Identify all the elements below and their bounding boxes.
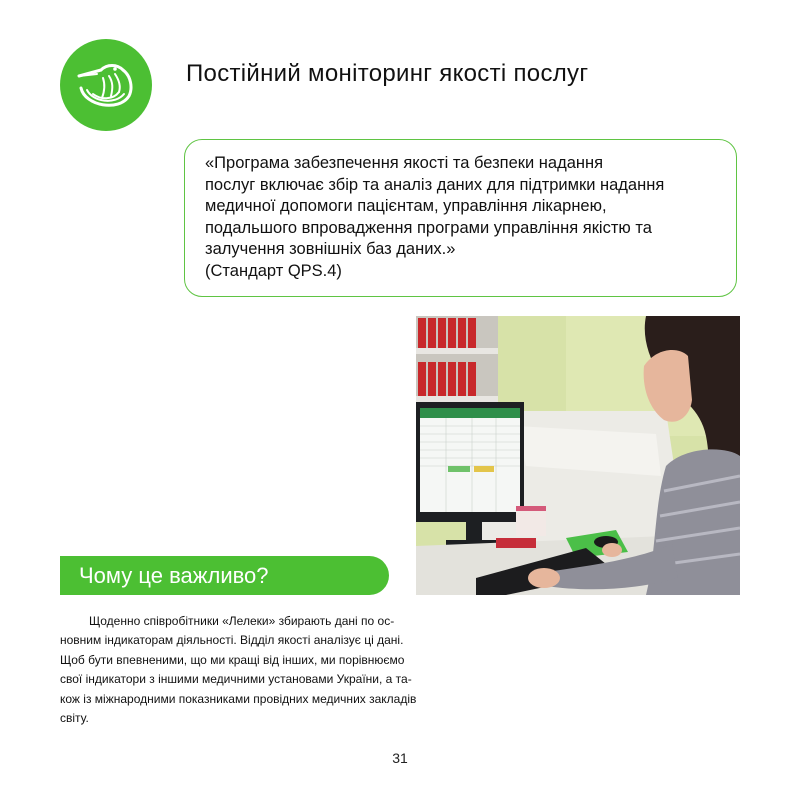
stork-nest-logo-icon [60,39,152,131]
body-line: світу. [60,711,89,726]
body-paragraph [60,612,417,728]
body-line: кож із міжнародними показниками провідних медичних закладів [60,691,417,706]
page-number: 31 [392,750,408,766]
office-worker-at-computer-photo [416,316,740,595]
body-line: Щоб бути впевненими, що ми кращі від інших, ми порівнюємо [60,652,405,667]
body-line: Щоденно співробітники «Лелеки» збирають дані по ос- [89,614,395,628]
quote-text: «Програма забезпечення якості та безпеки надання послуг включає збір та аналіз даних для підтримки надання медичної допомоги пацієнтам, управління лікарнею, подальшого впровадження програми управління якістю та залучення зовнішніх баз даних.» [205,154,665,259]
page-title: Постійний моніторинг якості послуг [186,60,589,87]
section-heading: Чому це важливо? [60,556,389,595]
body-line: новним індикаторам діяльності. Відділ якості аналізує ці дані. [60,633,404,648]
quote-box [184,139,737,297]
body-line: свої індикатори з іншими медичними установами України, а та- [60,672,412,687]
quote-source: (Стандарт QPS.4) [205,261,342,280]
